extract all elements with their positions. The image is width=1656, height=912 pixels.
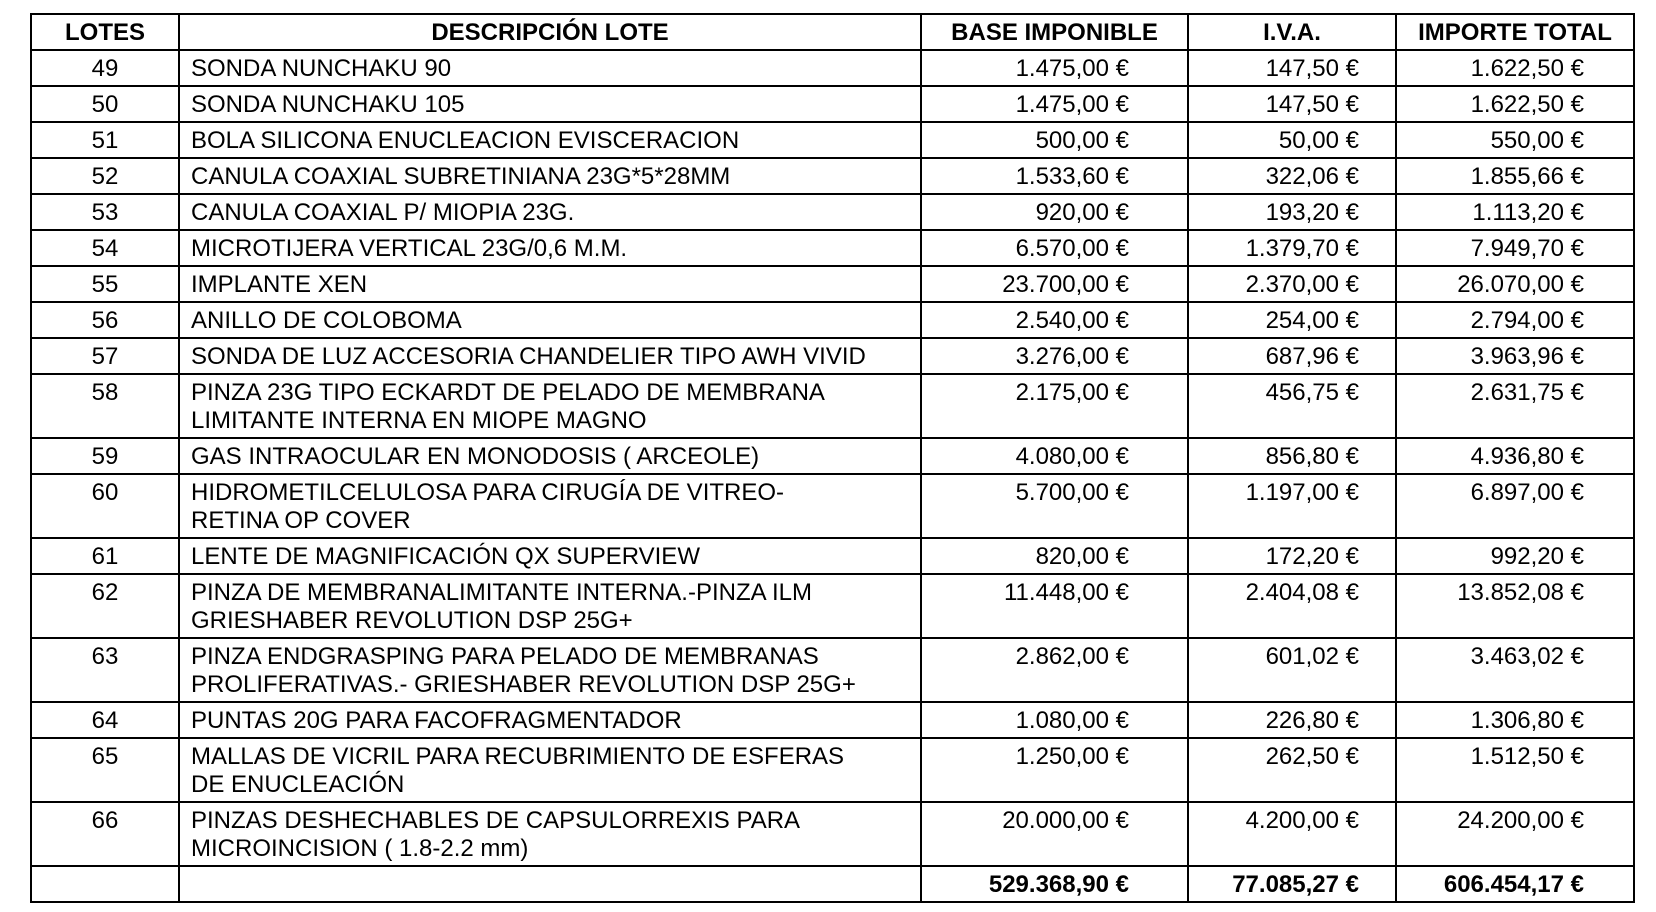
importe-total-cell: 1.855,66 € xyxy=(1396,158,1634,194)
importe-total-cell: 1.622,50 € xyxy=(1396,86,1634,122)
description-cell: PINZAS DESHECHABLES DE CAPSULORREXIS PARA MICROINCISION ( 1.8-2.2 mm) xyxy=(179,802,921,866)
header-row xyxy=(31,14,1634,50)
total-importe: 606.454,17 € xyxy=(1396,866,1634,902)
lote-cell: 62 xyxy=(31,574,179,638)
lote-cell: 58 xyxy=(31,374,179,438)
description-cell: CANULA COAXIAL P/ MIOPIA 23G. xyxy=(179,194,921,230)
iva-cell: 322,06 € xyxy=(1188,158,1396,194)
totals-row xyxy=(31,866,1634,902)
table-row xyxy=(31,474,1634,538)
iva-cell: 226,80 € xyxy=(1188,702,1396,738)
importe-total-cell: 1.622,50 € xyxy=(1396,50,1634,86)
lote-cell: 53 xyxy=(31,194,179,230)
table-row xyxy=(31,158,1634,194)
table-row xyxy=(31,438,1634,474)
description-cell: ANILLO DE COLOBOMA xyxy=(179,302,921,338)
table-row xyxy=(31,86,1634,122)
table-row xyxy=(31,50,1634,86)
table-row xyxy=(31,574,1634,638)
base-imponible-cell: 3.276,00 € xyxy=(921,338,1188,374)
iva-cell: 687,96 € xyxy=(1188,338,1396,374)
description-cell: PINZA DE MEMBRANALIMITANTE INTERNA.-PINZA ILM GRIESHABER REVOLUTION DSP 25G+ xyxy=(179,574,921,638)
description-cell: IMPLANTE XEN xyxy=(179,266,921,302)
table-row xyxy=(31,194,1634,230)
importe-total-cell: 1.512,50 € xyxy=(1396,738,1634,802)
base-imponible-cell: 920,00 € xyxy=(921,194,1188,230)
importe-total-cell: 1.306,80 € xyxy=(1396,702,1634,738)
table-row xyxy=(31,302,1634,338)
importe-total-cell: 2.794,00 € xyxy=(1396,302,1634,338)
lote-cell: 54 xyxy=(31,230,179,266)
header-base-imponible: BASE IMPONIBLE xyxy=(921,14,1188,50)
base-imponible-cell: 500,00 € xyxy=(921,122,1188,158)
table-row xyxy=(31,338,1634,374)
base-imponible-cell: 1.250,00 € xyxy=(921,738,1188,802)
description-cell: PINZA 23G TIPO ECKARDT DE PELADO DE MEMBRANA LIMITANTE INTERNA EN MIOPE MAGNO xyxy=(179,374,921,438)
importe-total-cell: 2.631,75 € xyxy=(1396,374,1634,438)
base-imponible-cell: 820,00 € xyxy=(921,538,1188,574)
importe-total-cell: 4.936,80 € xyxy=(1396,438,1634,474)
iva-cell: 262,50 € xyxy=(1188,738,1396,802)
iva-cell: 1.197,00 € xyxy=(1188,474,1396,538)
description-cell: MICROTIJERA VERTICAL 23G/0,6 M.M. xyxy=(179,230,921,266)
lote-cell: 51 xyxy=(31,122,179,158)
lote-cell: 64 xyxy=(31,702,179,738)
lote-cell: 57 xyxy=(31,338,179,374)
total-iva: 77.085,27 € xyxy=(1188,866,1396,902)
lote-cell: 49 xyxy=(31,50,179,86)
header-iva: I.V.A. xyxy=(1188,14,1396,50)
importe-total-cell: 3.963,96 € xyxy=(1396,338,1634,374)
table-row xyxy=(31,738,1634,802)
base-imponible-cell: 2.862,00 € xyxy=(921,638,1188,702)
base-imponible-cell: 1.475,00 € xyxy=(921,86,1188,122)
importe-total-cell: 992,20 € xyxy=(1396,538,1634,574)
base-imponible-cell: 11.448,00 € xyxy=(921,574,1188,638)
iva-cell: 147,50 € xyxy=(1188,86,1396,122)
lote-cell: 56 xyxy=(31,302,179,338)
iva-cell: 1.379,70 € xyxy=(1188,230,1396,266)
iva-cell: 147,50 € xyxy=(1188,50,1396,86)
base-imponible-cell: 23.700,00 € xyxy=(921,266,1188,302)
base-imponible-cell: 1.080,00 € xyxy=(921,702,1188,738)
lote-cell: 63 xyxy=(31,638,179,702)
importe-total-cell: 24.200,00 € xyxy=(1396,802,1634,866)
base-imponible-cell: 5.700,00 € xyxy=(921,474,1188,538)
iva-cell: 172,20 € xyxy=(1188,538,1396,574)
base-imponible-cell: 20.000,00 € xyxy=(921,802,1188,866)
base-imponible-cell: 2.175,00 € xyxy=(921,374,1188,438)
iva-cell: 456,75 € xyxy=(1188,374,1396,438)
lote-cell: 59 xyxy=(31,438,179,474)
importe-total-cell: 7.949,70 € xyxy=(1396,230,1634,266)
iva-cell: 2.370,00 € xyxy=(1188,266,1396,302)
lote-cell: 61 xyxy=(31,538,179,574)
iva-cell: 856,80 € xyxy=(1188,438,1396,474)
description-cell: PUNTAS 20G PARA FACOFRAGMENTADOR xyxy=(179,702,921,738)
description-cell: BOLA SILICONA ENUCLEACION EVISCERACION xyxy=(179,122,921,158)
iva-cell: 4.200,00 € xyxy=(1188,802,1396,866)
table-row xyxy=(31,702,1634,738)
description-cell: SONDA DE LUZ ACCESORIA CHANDELIER TIPO AWH VIVID xyxy=(179,338,921,374)
importe-total-cell: 13.852,08 € xyxy=(1396,574,1634,638)
lote-cell: 52 xyxy=(31,158,179,194)
description-cell: CANULA COAXIAL SUBRETINIANA 23G*5*28MM xyxy=(179,158,921,194)
empty-cell xyxy=(31,866,179,902)
importe-total-cell: 550,00 € xyxy=(1396,122,1634,158)
base-imponible-cell: 1.475,00 € xyxy=(921,50,1188,86)
description-cell: GAS INTRAOCULAR EN MONODOSIS ( ARCEOLE) xyxy=(179,438,921,474)
description-cell: SONDA NUNCHAKU 105 xyxy=(179,86,921,122)
importe-total-cell: 6.897,00 € xyxy=(1396,474,1634,538)
lote-cell: 55 xyxy=(31,266,179,302)
description-cell: LENTE DE MAGNIFICACIÓN QX SUPERVIEW xyxy=(179,538,921,574)
table-row xyxy=(31,266,1634,302)
iva-cell: 2.404,08 € xyxy=(1188,574,1396,638)
iva-cell: 601,02 € xyxy=(1188,638,1396,702)
description-cell: HIDROMETILCELULOSA PARA CIRUGÍA DE VITREO- RETINA OP COVER xyxy=(179,474,921,538)
description-cell: SONDA NUNCHAKU 90 xyxy=(179,50,921,86)
table-row xyxy=(31,122,1634,158)
header-importe-total: IMPORTE TOTAL xyxy=(1396,14,1634,50)
table-row xyxy=(31,374,1634,438)
lote-cell: 65 xyxy=(31,738,179,802)
empty-cell xyxy=(179,866,921,902)
table-row xyxy=(31,538,1634,574)
base-imponible-cell: 6.570,00 € xyxy=(921,230,1188,266)
iva-cell: 50,00 € xyxy=(1188,122,1396,158)
description-cell: PINZA ENDGRASPING PARA PELADO DE MEMBRANAS PROLIFERATIVAS.- GRIESHABER REVOLUTION DSP 25G+ xyxy=(179,638,921,702)
base-imponible-cell: 1.533,60 € xyxy=(921,158,1188,194)
importe-total-cell: 3.463,02 € xyxy=(1396,638,1634,702)
total-base-imponible: 529.368,90 € xyxy=(921,866,1188,902)
importe-total-cell: 26.070,00 € xyxy=(1396,266,1634,302)
importe-total-cell: 1.113,20 € xyxy=(1396,194,1634,230)
iva-cell: 193,20 € xyxy=(1188,194,1396,230)
lots-table xyxy=(30,13,1635,903)
description-cell: MALLAS DE VICRIL PARA RECUBRIMIENTO DE ESFERAS DE ENUCLEACIÓN xyxy=(179,738,921,802)
table-row xyxy=(31,230,1634,266)
base-imponible-cell: 4.080,00 € xyxy=(921,438,1188,474)
lote-cell: 50 xyxy=(31,86,179,122)
table-row xyxy=(31,802,1634,866)
lote-cell: 66 xyxy=(31,802,179,866)
lote-cell: 60 xyxy=(31,474,179,538)
header-lotes: LOTES xyxy=(31,14,179,50)
table-row xyxy=(31,638,1634,702)
iva-cell: 254,00 € xyxy=(1188,302,1396,338)
header-descripcion: DESCRIPCIÓN LOTE xyxy=(179,14,921,50)
base-imponible-cell: 2.540,00 € xyxy=(921,302,1188,338)
